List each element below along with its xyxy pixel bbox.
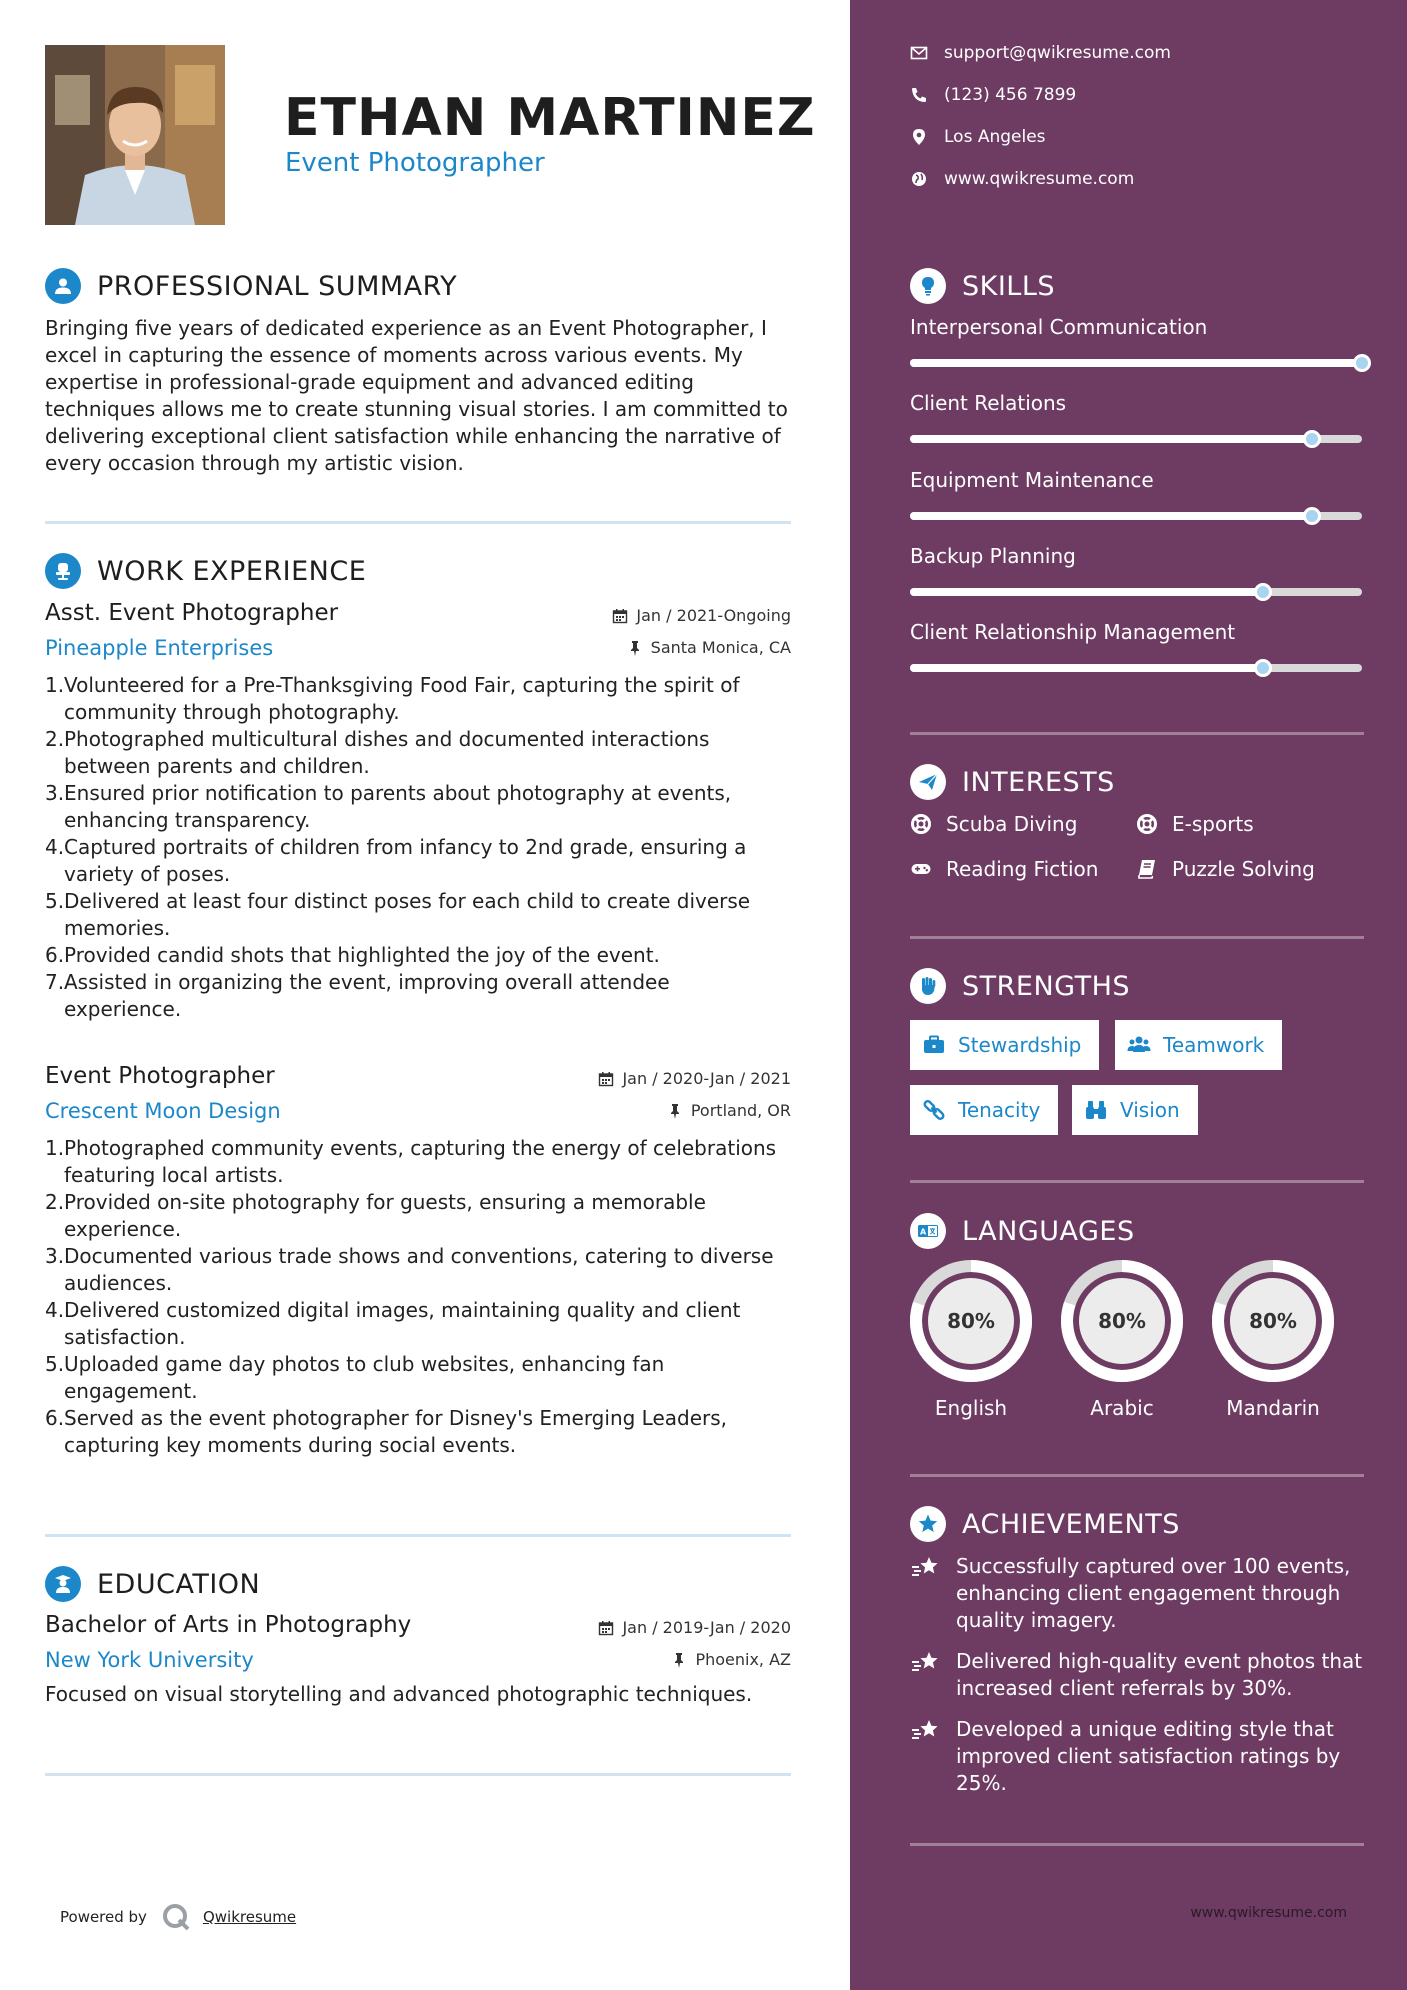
skill-label: Backup Planning (910, 544, 1076, 568)
candidate-name: ETHAN MARTINEZ (284, 88, 816, 148)
education-description: Focused on visual storytelling and advanced photographic techniques. (45, 1682, 753, 1706)
contact-location (910, 127, 1046, 147)
strength-badge (910, 1085, 1058, 1135)
job-company: Crescent Moon Design (45, 1099, 281, 1123)
section-divider (910, 732, 1364, 735)
section-divider (45, 1534, 791, 1537)
contact-phone-text: (123) 456 7899 (944, 85, 1077, 105)
pin-icon (667, 1103, 683, 1119)
svg-text:A: A (920, 1227, 927, 1237)
skill-bar (910, 359, 1362, 367)
skill-knob (1353, 354, 1371, 372)
strengths-heading-text: STRENGTHS (962, 970, 1131, 1002)
skill-knob (1254, 583, 1272, 601)
list-item: 3. Documented various trade shows and conventions, catering to diverse audiences. (45, 1244, 774, 1295)
skill-fill (910, 588, 1263, 596)
language-icon (910, 1213, 946, 1249)
profile-photo-illustration (45, 45, 225, 225)
job-location (667, 1101, 791, 1120)
languages-heading (910, 1213, 1135, 1249)
job-company: Pineapple Enterprises (45, 636, 274, 660)
skill-bar (910, 588, 1362, 596)
summary-text: Bringing five years of dedicated experience as an Event Photographer, I excel in capturing the essence of moments across various events. My expertise in professional-grade equipment and advanced editing techniques allows me to create stunning visual stories. I am committed to delivering exceptional client satisfaction while enhancing the narrative of every occasion through my artistic vision. (45, 316, 788, 475)
sidebar (850, 0, 1407, 1990)
list-item: 6. Provided candid shots that highlighted the joy of the event. (45, 943, 660, 967)
life-ring-icon (910, 813, 932, 835)
job-date (612, 606, 791, 625)
strength-label: Teamwork (1163, 1033, 1265, 1057)
chair-icon (45, 553, 81, 589)
education-date (598, 1618, 791, 1637)
skill-item (910, 315, 1362, 339)
section-divider (45, 521, 791, 524)
skills-heading (910, 268, 1055, 304)
language-percent: 80% (1098, 1309, 1146, 1333)
user-icon (45, 268, 81, 304)
skill-item (910, 544, 1362, 568)
list-item: 5. Delivered at least four distinct poses for each child to create diverse memories. (45, 889, 751, 940)
contact-phone[interactable] (910, 85, 1076, 105)
achievement-item (910, 1716, 1370, 1797)
contact-location-text: Los Angeles (944, 127, 1046, 147)
list-item: 7. Assisted in organizing the event, improving overall attendee experience. (45, 970, 670, 1021)
languages-heading-text: LANGUAGES (962, 1215, 1135, 1247)
shooting-star-icon (910, 1555, 942, 1583)
job-bullets (45, 1135, 791, 1459)
list-item: 2. Photographed multicultural dishes and documented interactions between parents and children. (45, 727, 710, 778)
interest-label: Scuba Diving (946, 812, 1078, 836)
achievement-item (910, 1648, 1370, 1702)
powered-by-label: Powered by (60, 1908, 147, 1926)
achievement-text: Developed a unique editing style that improved client satisfaction ratings by 25%. (956, 1717, 1341, 1795)
skill-item (910, 468, 1362, 492)
paper-plane-icon (910, 764, 946, 800)
list-item: 4. Captured portraits of children from infancy to 2nd grade, ensuring a variety of poses. (45, 835, 747, 886)
users-icon (1127, 1033, 1151, 1057)
section-divider (910, 1474, 1364, 1477)
interests-heading-text: INTERESTS (962, 766, 1115, 798)
section-divider (910, 1843, 1364, 1846)
education-location (671, 1650, 791, 1669)
experience-heading-text: WORK EXPERIENCE (97, 555, 367, 587)
interest-item (1136, 857, 1315, 881)
phone-icon (910, 86, 928, 104)
pin-icon (671, 1652, 687, 1668)
strength-label: Stewardship (958, 1033, 1082, 1057)
interest-label: Reading Fiction (946, 857, 1099, 881)
list-item: 1. Volunteered for a Pre-Thanksgiving Food Fair, capturing the spirit of community through photography. (45, 673, 740, 724)
job-date (598, 1069, 791, 1088)
powered-by (60, 1902, 296, 1932)
calendar-icon (598, 1620, 614, 1636)
contact-website-text: www.qwikresume.com (944, 169, 1135, 189)
job-date-text: Jan / 2020-Jan / 2021 (622, 1069, 791, 1088)
interests-heading (910, 764, 1115, 800)
job-entry (45, 1063, 791, 1459)
education-location-text: Phoenix, AZ (695, 1650, 791, 1669)
contact-website[interactable] (910, 169, 1134, 189)
skill-label: Client Relations (910, 391, 1067, 415)
job-bullets (45, 672, 791, 1023)
list-item: 4. Delivered customized digital images, maintaining quality and client satisfaction. (45, 1298, 741, 1349)
education-entry (45, 1612, 791, 1706)
map-marker-icon (910, 128, 928, 146)
interest-label: E-sports (1172, 812, 1254, 836)
language-ring (910, 1260, 1032, 1382)
skill-label: Equipment Maintenance (910, 468, 1154, 492)
link-icon (922, 1098, 946, 1122)
education-date-text: Jan / 2019-Jan / 2020 (622, 1618, 791, 1637)
language-item (1061, 1260, 1183, 1420)
lightbulb-icon (910, 268, 946, 304)
globe-icon (910, 170, 928, 188)
candidate-title: Event Photographer (285, 148, 545, 178)
education-heading-text: EDUCATION (97, 1568, 261, 1600)
skill-item (910, 620, 1362, 644)
language-percent: 80% (947, 1309, 995, 1333)
graduate-icon (45, 1566, 81, 1602)
summary-heading (45, 268, 457, 304)
contact-email-text: support@qwikresume.com (944, 43, 1171, 63)
language-ring (1212, 1260, 1334, 1382)
footer-website[interactable]: www.qwikresume.com (1190, 1905, 1347, 1921)
skill-fill (910, 664, 1263, 672)
calendar-icon (598, 1071, 614, 1087)
strength-badge (1072, 1085, 1198, 1135)
achievements-heading (910, 1506, 1180, 1542)
skill-item (910, 391, 1362, 415)
interest-item (1136, 812, 1254, 836)
degree: Bachelor of Arts in Photography (45, 1612, 412, 1638)
language-name: Arabic (1090, 1396, 1154, 1420)
summary-heading-text: PROFESSIONAL SUMMARY (97, 270, 458, 302)
experience-heading (45, 553, 366, 589)
list-item: 3. Ensured prior notification to parents about photography at events, enhancing transparency. (45, 781, 732, 832)
strength-label: Tenacity (958, 1098, 1041, 1122)
job-location-text: Portland, OR (690, 1101, 791, 1120)
skill-label: Interpersonal Communication (910, 315, 1208, 339)
qwikresume-logo-icon (161, 1902, 191, 1932)
achievement-item (910, 1553, 1370, 1634)
shooting-star-icon (910, 1650, 942, 1678)
language-name: English (934, 1396, 1008, 1420)
language-name: Mandarin (1226, 1396, 1320, 1420)
school: New York University (45, 1648, 254, 1672)
achievements-heading-text: ACHIEVEMENTS (962, 1508, 1180, 1540)
job-date-text: Jan / 2021-Ongoing (636, 606, 791, 625)
section-divider (910, 936, 1364, 939)
language-ring (1061, 1260, 1183, 1382)
life-ring-icon (1136, 813, 1158, 835)
skill-bar (910, 664, 1362, 672)
skill-fill (910, 435, 1312, 443)
skills-heading-text: SKILLS (962, 270, 1056, 302)
language-percent: 80% (1249, 1309, 1297, 1333)
gamepad-icon (910, 858, 932, 880)
briefcase-icon (922, 1033, 946, 1057)
list-item: 6. Served as the event photographer for Disney's Emerging Leaders, capturing key moments during social events. (45, 1406, 728, 1457)
section-divider (910, 1180, 1364, 1183)
strength-label: Vision (1120, 1098, 1180, 1122)
language-item (910, 1260, 1032, 1420)
skill-fill (910, 512, 1312, 520)
job-location-text: Santa Monica, CA (650, 638, 791, 657)
achievement-text: Delivered high-quality event photos that increased client referrals by 30%. (956, 1649, 1363, 1700)
star-badge-icon (910, 1506, 946, 1542)
achievement-text: Successfully captured over 100 events, enhancing client engagement through quality imagery. (956, 1554, 1351, 1632)
shooting-star-icon (910, 1718, 942, 1746)
list-item: 2. Provided on-site photography for guests, ensuring a memorable experience. (45, 1190, 706, 1241)
section-divider (45, 1773, 791, 1776)
contact-email[interactable] (910, 43, 1171, 63)
interest-item (910, 812, 1077, 836)
job-entry (45, 600, 791, 1023)
skill-knob (1254, 659, 1272, 677)
profile-photo (45, 45, 225, 225)
interest-item (910, 857, 1098, 881)
skill-bar (910, 512, 1362, 520)
list-item: 1. Photographed community events, capturing the energy of celebrations featuring local artists. (45, 1136, 777, 1187)
skill-bar (910, 435, 1362, 443)
skill-knob (1303, 507, 1321, 525)
job-role: Event Photographer (45, 1063, 275, 1089)
job-role: Asst. Event Photographer (45, 600, 339, 626)
book-icon (1136, 858, 1158, 880)
pin-icon (627, 640, 643, 656)
strength-badge (1115, 1020, 1282, 1070)
calendar-icon (612, 608, 628, 624)
strengths-heading (910, 968, 1130, 1004)
job-location (627, 638, 791, 657)
skill-fill (910, 359, 1362, 367)
envelope-icon (910, 44, 928, 62)
skill-label: Client Relationship Management (910, 620, 1236, 644)
strength-badge (910, 1020, 1099, 1070)
list-item: 5. Uploaded game day photos to club websites, enhancing fan engagement. (45, 1352, 665, 1403)
qwikresume-link[interactable]: Qwikresume (202, 1908, 297, 1926)
skill-knob (1303, 430, 1321, 448)
language-item (1212, 1260, 1334, 1420)
fist-icon (910, 968, 946, 1004)
binoculars-icon (1084, 1098, 1108, 1122)
education-heading (45, 1566, 260, 1602)
interest-label: Puzzle Solving (1172, 857, 1315, 881)
